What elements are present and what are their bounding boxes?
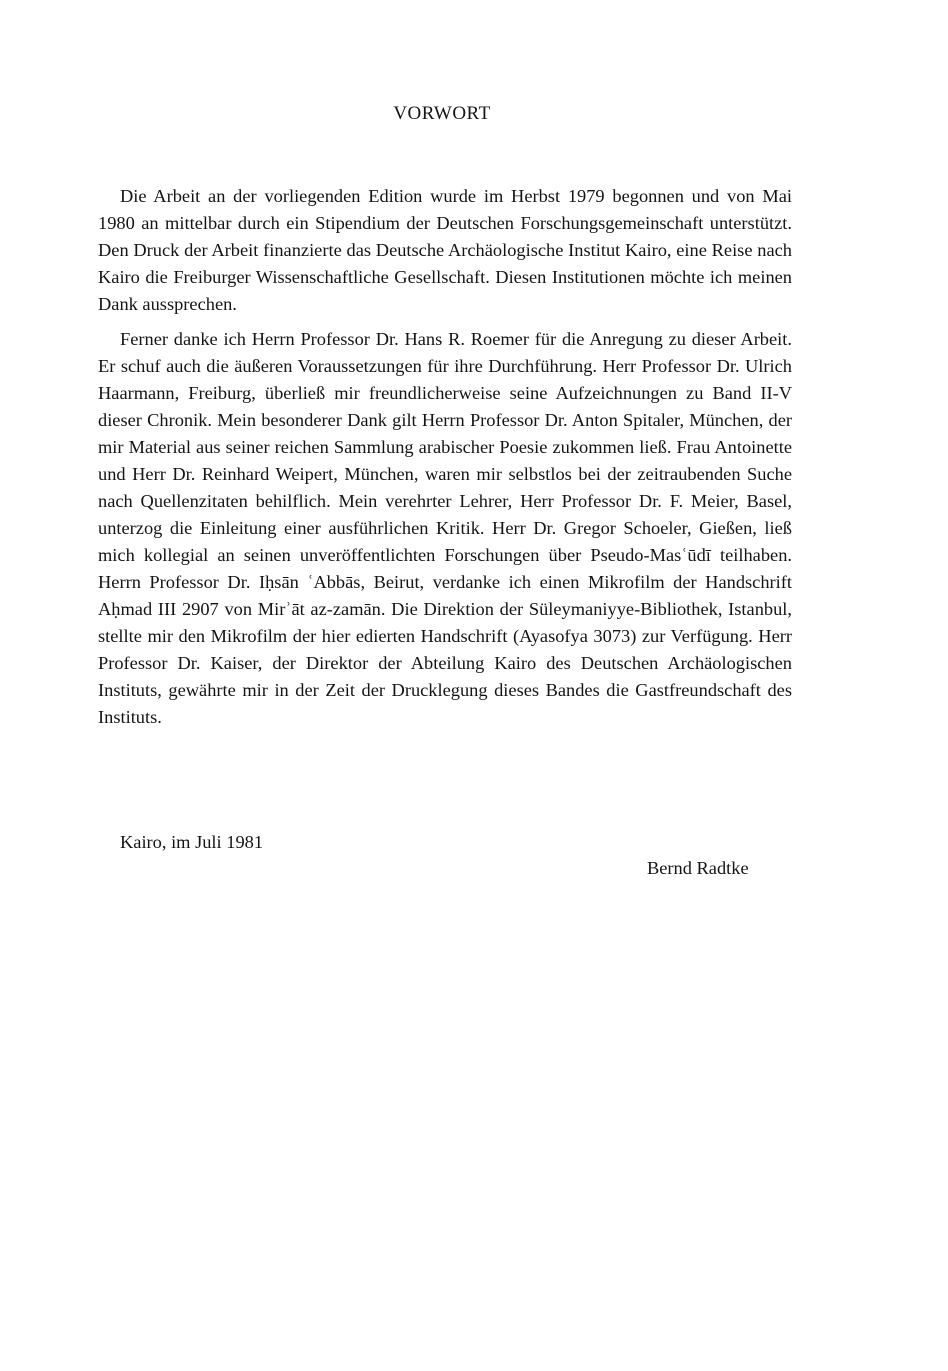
author-signature: Bernd Radtke bbox=[647, 858, 749, 878]
paragraph-1: Die Arbeit an der vorliegenden Edition wurde im Herbst 1979 begonnen und von Mai 1980 an mittelbar durch ein Stipendium der Deutschen Forschungsgemeinschaft unterstützt. Den Druck der Arbeit finanzierte das Deutsche Archäologische Institut Kairo, eine Reise nach Kairo die Freiburger Wissenschaftliche Gesellschaft. Diesen Institutionen möchte ich meinen Dank aussprechen. bbox=[98, 186, 792, 314]
body-text bbox=[98, 183, 792, 739]
paragraph-2: Ferner danke ich Herrn Professor Dr. Hans R. Roemer für die Anregung zu dieser Arbeit. Er schuf auch die äußeren Voraussetzungen für ihre Durchführung. Herr Professor Dr. Ulrich Haarmann, Freiburg, überließ mir freundlicherweise seine Aufzeichnungen zu Band II-V dieser Chronik. Mein besonderer Dank gilt Herrn Professor Dr. Anton Spitaler, München, der mir Material aus seiner reichen Sammlung arabischer Poesie zukommen ließ. Frau Antoinette und Herr Dr. Reinhard Weipert, München, waren mir selbstlos bei der zeitraubenden Suche nach Quellenzitaten behilflich. Mein verehrter Lehrer, Herr Professor Dr. F. Meier, Basel, unterzog die Einleitung einer ausführlichen Kritik. Herr Dr. Gregor Schoeler, Gießen, ließ mich kollegial an seinen unveröffentlichten Forschungen über Pseudo-Masʿūdī teilhaben. Herrn Professor Dr. Iḥsān ʿAbbās, Beirut, verdanke ich einen Mikrofilm der Handschrift Aḥmad III 2907 von Mirʾāt az-zamān. Die Direktion der Süleymaniyye-Bibliothek, Istanbul, stellte mir den Mikrofilm der hier edierten Handschrift (Ayasofya 3073) zur Verfügung. Herr Professor Dr. Kaiser, der Direktor der Abteilung Kairo des Deutschen Archäologischen Instituts, gewährte mir in der Zeit der Drucklegung dieses Bandes die Gastfreundschaft des Instituts. bbox=[98, 329, 792, 727]
page-title: VORWORT bbox=[393, 103, 491, 124]
place-date: Kairo, im Juli 1981 bbox=[120, 832, 264, 852]
